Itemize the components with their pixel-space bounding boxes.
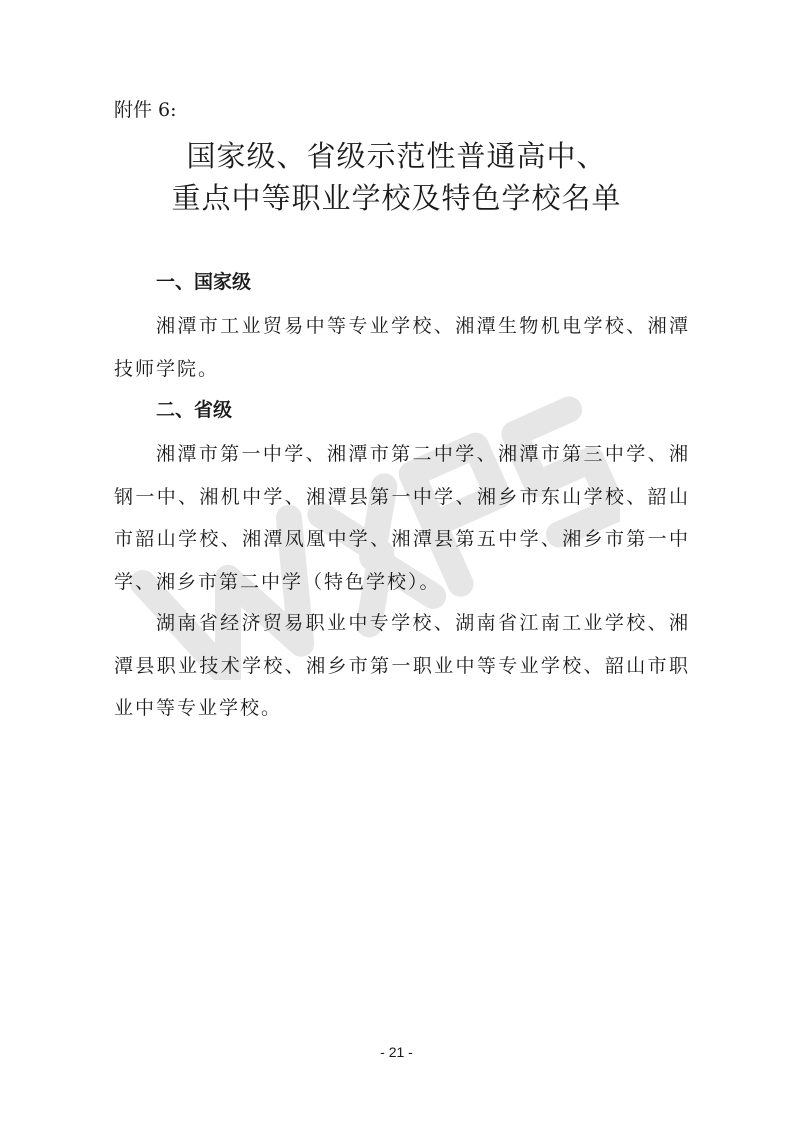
document-title-line-2: 重点中等职业学校及特色学校名单 (171, 181, 622, 215)
document-title-line-1: 国家级、省级示范性普通高中、 (186, 139, 607, 173)
provincial-high-schools-paragraph: 湘潭市第一中学、湘潭市第二中学、湘潭市第三中学、湘钢一中、湘机中学、湘潭县第一中学、湘乡市东山学校、韶山市韶山学校、湘潭凤凰中学、湘潭县第五中学、湘乡市第一中学、湘乡市第二中学（特色学校）。 (114, 443, 690, 593)
page-number: - 21 - (380, 1044, 413, 1060)
provincial-vocational-schools-paragraph: 湖南省经济贸易职业中专学校、湖南省江南工业学校、湘潭县职业技术学校、湘乡市第一职业中等专业学校、韶山市职业中等专业学校。 (114, 612, 690, 719)
section-heading-provincial: 二、省级 (156, 399, 233, 421)
section-heading-national: 一、国家级 (156, 271, 252, 293)
national-schools-paragraph: 湘潭市工业贸易中等专业学校、湘潭生物机电学校、湘潭技师学院。 (114, 315, 690, 380)
attachment-label: 附件 6: (114, 99, 177, 121)
